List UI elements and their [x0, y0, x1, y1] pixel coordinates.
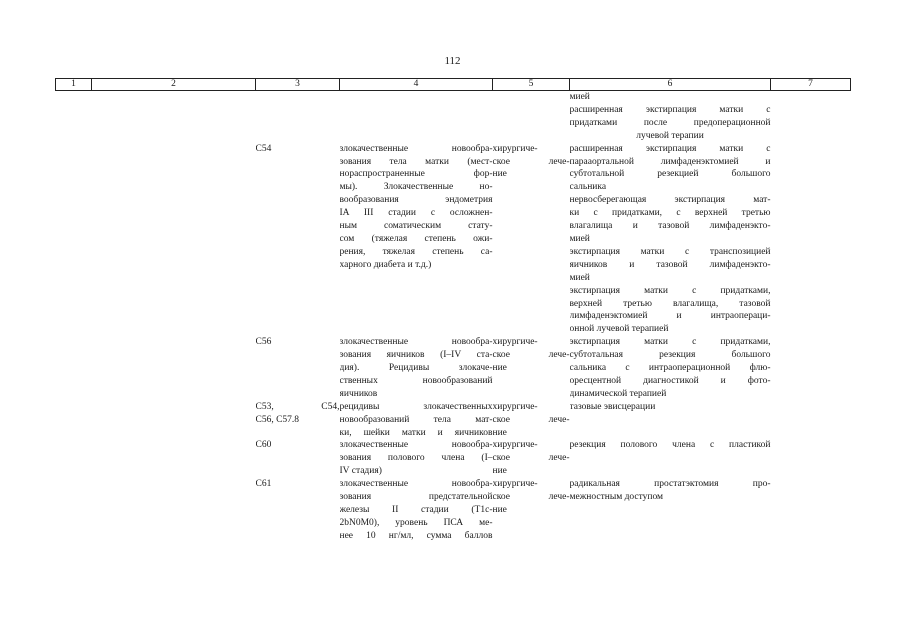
empty-cell-col7 — [771, 401, 851, 440]
empty-cell-col1 — [56, 439, 92, 478]
treatment-type-cell — [493, 478, 570, 543]
text-line: субтотальная резекция большого — [569, 350, 771, 361]
empty-cell-col1 — [56, 478, 92, 543]
table-row — [56, 336, 851, 401]
empty-cell-col2 — [92, 439, 256, 478]
diagnosis-cell — [340, 336, 493, 401]
text-line: ское лече- — [492, 350, 570, 361]
column-header: 6 — [570, 79, 771, 91]
procedures-table — [55, 78, 851, 543]
text-line: C53, C54, — [255, 401, 340, 412]
column-number-row — [56, 79, 851, 91]
text-line: C56 — [255, 337, 272, 348]
diagnosis-cell — [340, 439, 493, 478]
text-line: нервосберегающая экстирпация мат- — [569, 195, 771, 206]
text-line: злокачественные новообра- — [339, 337, 493, 348]
text-line: ние — [492, 363, 507, 374]
text-line: C56, C57.8 — [255, 414, 300, 425]
text-line: субтотальной резекцией большого — [569, 169, 771, 180]
text-line: яичников — [339, 388, 378, 399]
empty-cell-col1 — [56, 336, 92, 401]
diagnosis-cell — [340, 478, 493, 543]
text-line: хирургиче- — [492, 337, 538, 348]
text-line: ки, шейки матки и яичников — [339, 427, 493, 438]
text-line: ственных новообразований — [339, 375, 493, 386]
column-header: 1 — [56, 79, 92, 91]
text-line: парааортальной лимфаденэктомией и — [569, 156, 771, 167]
text-line: злокачественные новообра- — [339, 440, 493, 451]
text-line: экстирпация матки с придатками, — [569, 285, 771, 296]
text-line: ным соматическим стату- — [339, 221, 493, 232]
text-line: C54 — [255, 143, 272, 154]
text-line: C61 — [255, 479, 272, 490]
text-line: хирургиче- — [492, 440, 538, 451]
text-line: зования яичников (I–IV ста- — [339, 350, 493, 361]
text-line: ское лече- — [492, 414, 570, 425]
empty-cell-col1 — [56, 91, 92, 143]
icd-code-cell — [256, 478, 340, 543]
text-line: хирургиче- — [492, 143, 538, 154]
empty-cell-col2 — [92, 478, 256, 543]
empty-cell-col7 — [771, 478, 851, 543]
text-line: новообразований тела мат- — [339, 414, 493, 425]
diagnosis-cell — [340, 143, 493, 337]
page-number: 112 — [444, 55, 461, 67]
text-line: вообразования эндометрия — [339, 195, 493, 206]
column-header: 4 — [340, 79, 493, 91]
empty-cell-col2 — [92, 336, 256, 401]
text-line: межностным доступом — [569, 492, 664, 503]
text-line: харного диабета и т.д.) — [339, 259, 432, 270]
text-line: онной лучевой терапией — [569, 324, 669, 335]
text-line: нее 10 нг/мл, сумма баллов — [339, 530, 493, 541]
treatment-method-cell — [570, 478, 771, 543]
text-line: расширенная экстирпация матки с — [569, 143, 771, 154]
text-line: мией — [569, 92, 590, 102]
table-row — [56, 401, 851, 440]
treatment-type-cell — [493, 143, 570, 337]
empty-cell-col2 — [92, 401, 256, 440]
text-line: расширенная экстирпация матки с — [569, 104, 771, 115]
text-line: ние — [492, 427, 507, 438]
text-line: зования полового члена (I– — [339, 453, 493, 464]
treatment-type-cell — [493, 91, 570, 143]
icd-code-cell — [256, 91, 340, 143]
icd-code-cell — [256, 401, 340, 440]
text-line: сальника — [569, 182, 607, 193]
text-line: C60 — [255, 440, 272, 451]
treatment-method-cell — [570, 439, 771, 478]
text-line: ние — [492, 169, 507, 180]
treatment-method-cell — [570, 401, 771, 440]
text-line: радикальная простатэктомия про- — [569, 479, 771, 490]
text-line: хирургиче- — [492, 479, 538, 490]
treatment-type-cell — [493, 439, 570, 478]
empty-cell-col7 — [771, 143, 851, 337]
empty-cell-col7 — [771, 91, 851, 143]
text-line: ние — [492, 505, 507, 515]
text-line: придатками после предоперационной — [569, 117, 771, 128]
text-line: IA III стадии с осложнен- — [339, 208, 493, 219]
empty-cell-col1 — [56, 401, 92, 440]
text-line: злокачественные новообра- — [339, 479, 493, 490]
empty-cell-col7 — [771, 336, 851, 401]
text-line: сом (тяжелая степень ожи- — [339, 233, 493, 244]
text-line: мией — [569, 233, 590, 244]
text-line: лимфаденэктомией и интраопераци- — [569, 311, 771, 322]
empty-cell-col7 — [771, 439, 851, 478]
text-line: зования тела матки (мест- — [339, 156, 493, 167]
text-line: ние — [492, 466, 507, 477]
treatment-method-cell — [570, 143, 771, 337]
text-line: зования предстательной — [339, 492, 493, 503]
text-line: ское лече- — [492, 156, 570, 167]
empty-cell-col2 — [92, 143, 256, 337]
text-line: железы II стадии (T1c- — [339, 505, 493, 515]
treatment-method-cell — [570, 91, 771, 143]
text-line: ки с придатками, с верхней третью — [569, 208, 771, 219]
text-line: сальника с интраоперационной флю- — [569, 363, 771, 374]
text-line: яичников и тазовой лимфаденэкто- — [569, 259, 771, 270]
table-row — [56, 143, 851, 337]
column-header: 3 — [256, 79, 340, 91]
text-line: динамической терапией — [569, 388, 667, 399]
table-body — [56, 91, 851, 543]
text-line: рения, тяжелая степень са- — [339, 246, 493, 257]
text-line: экстирпация матки с транспозицией — [569, 246, 771, 257]
table-row — [56, 91, 851, 143]
treatment-method-cell — [570, 336, 771, 401]
text-line: верхней третью влагалища, тазовой — [569, 298, 771, 309]
text-line: экстирпация матки с придатками, — [569, 337, 771, 348]
text-line: рецидивы злокачественных — [339, 401, 493, 412]
text-line: ское лече- — [492, 453, 570, 464]
diagnosis-cell — [340, 401, 493, 440]
text-line: дия). Рецидивы злокаче- — [339, 363, 493, 374]
text-line: злокачественные новообра- — [339, 143, 493, 154]
table-row — [56, 439, 851, 478]
text-line: ское лече- — [492, 492, 570, 503]
empty-cell-col1 — [56, 143, 92, 337]
table-row — [56, 478, 851, 543]
text-line: 2bN0M0), уровень ПСА ме- — [339, 517, 493, 528]
icd-code-cell — [256, 439, 340, 478]
text-line: хирургиче- — [492, 401, 538, 412]
text-line: нораспространенные фор- — [339, 169, 493, 180]
text-line: лучевой терапии — [636, 130, 704, 141]
text-line: влагалища и тазовой лимфаденэкто- — [569, 221, 771, 232]
icd-code-cell — [256, 336, 340, 401]
treatment-type-cell — [493, 401, 570, 440]
icd-code-cell — [256, 143, 340, 337]
text-line: тазовые эвисцерации — [569, 401, 656, 412]
empty-cell-col2 — [92, 91, 256, 143]
text-line: IV стадия) — [339, 466, 382, 477]
text-line: мией — [569, 272, 590, 283]
treatment-type-cell — [493, 336, 570, 401]
text-line: мы). Злокачественные но- — [339, 182, 493, 193]
column-header: 5 — [493, 79, 570, 91]
text-line: резекция полового члена с пластикой — [569, 440, 771, 451]
column-header: 7 — [771, 79, 851, 91]
diagnosis-cell — [340, 91, 493, 143]
text-line: оресцентной диагностикой и фото- — [569, 375, 771, 386]
column-header: 2 — [92, 79, 256, 91]
